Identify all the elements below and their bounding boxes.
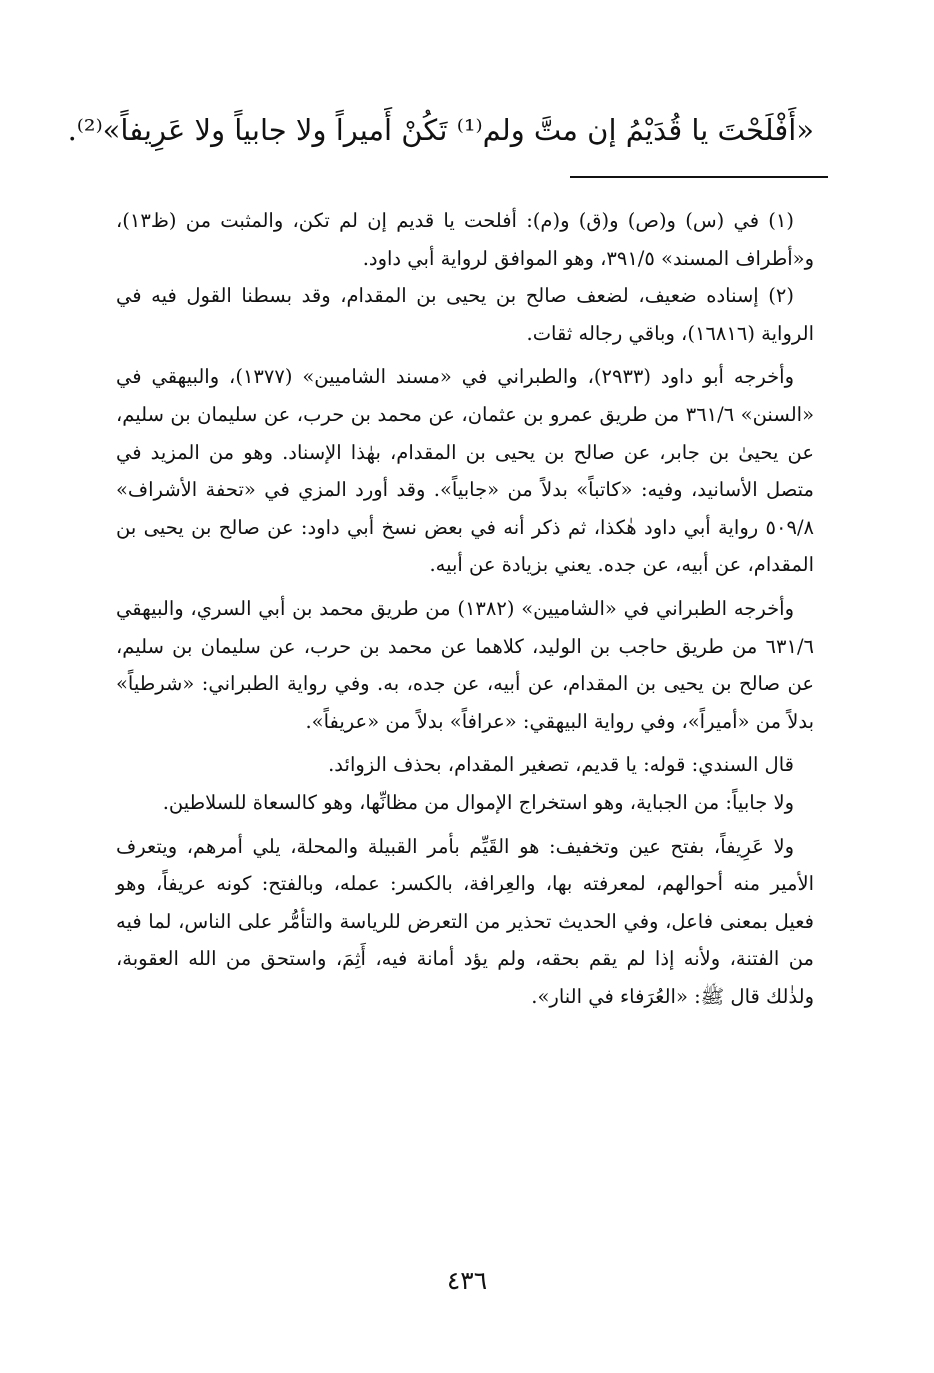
hadith-text: «أَفْلَحْتَ يا قُدَيْمُ إن متَّ ولم⁽¹⁾ تَكُنْ أَميراً ولا جابياً ولا عَرِيفاً»⁽²⁾. [67,113,814,147]
commentary-paragraph: وأخرجه أبو داود (٢٩٣٣)، والطبراني في «مسند الشاميين» (١٣٧٧)، والبيهقي في «السنن» ٣٦١/٦ من طريق عمرو بن عثمان، عن محمد بن حرب، عن سليمان بن سليم، عن يحيىٰ بن جابر، عن صالح بن يحيى بن المقدام، بهٰذا الإسناد. وهو من المزيد في متصل الأسانيد، وفيه: «كاتباً» بدلاً من «جابياً». وقد أورد المزي في «تحفة الأشراف» ٥٠٩/٨ رواية أبي داود هٰكذا، ثم ذكر أنه في بعض نسخ أبي داود: عن صالح بن يحيى بن المقدام، عن أبيه، عن جده. يعني بزيادة عن أبيه. [116,365,814,577]
footnote-separator [570,176,828,178]
footnote-1: (١) في (س) و(ص) و(ق) و(م): أفلحت يا قديم إن لم تكن، والمثبت من (ظ١٣)، و«أطراف المسند» ٣٩١/٥، وهو الموافق لرواية أبي داود. [116,209,814,270]
commentary-paragraph: وأخرجه الطبراني في «الشاميين» (١٣٨٢) من طريق محمد بن أبي السري، والبيهقي ٦٣١/٦ من طريق حاجب بن الوليد، كلاهما عن محمد بن حرب، عن سليمان بن سليم، عن صالح بن يحيى بن المقدام، عن أبيه، عن جده، به. وفي رواية الطبراني: «شرطياً» بدلاً من «أميراً»، وفي رواية البيهقي: «عرافاً» بدلاً من «عريفاً». [116,596,814,733]
commentary-paragraph: ولا جابياً: من الجباية، وهو استخراج الإموال من مظانِّها، وهو كالسعاة للسلاطين. [162,790,794,814]
commentary-paragraph: ولا عَرِيفاً، بفتح عين وتخفيف: هو القَيِّم بأمر القبيلة والمحلة، يلي أمرهم، ويتعرف الأمير منه أحوالهم، لمعرفته بها، والعِرافة، بالكسر: عمله، وبالفتح: كونه عريفاً، وهو فعيل بمعنى فاعل، وفي الحديث تحذير من التعرض للرياسة والتأمُّر على الناس، لما فيه من الفتنة، ولأنه إذا لم يقم بحقه، ولم يؤد أمانة فيه، أَثِمَ، واستحق من الله العقوبة، ولذٰلك قال ﷺ: «العُرَفاء في النار». [116,834,814,1008]
page-number: ٤٣٦ [446,1266,488,1295]
footnotes-section [116,202,814,1015]
commentary-paragraph: قال السندي: قوله: يا قديم، تصغير المقدام، بحذف الزوائد. [328,753,794,777]
footnote-2: (٢) إسناده ضعيف، لضعف صالح بن يحيى بن المقدام، وقد بسطنا القول فيه في الرواية (١٦٨١٦)، وباقي رجاله ثقات. [116,284,814,345]
